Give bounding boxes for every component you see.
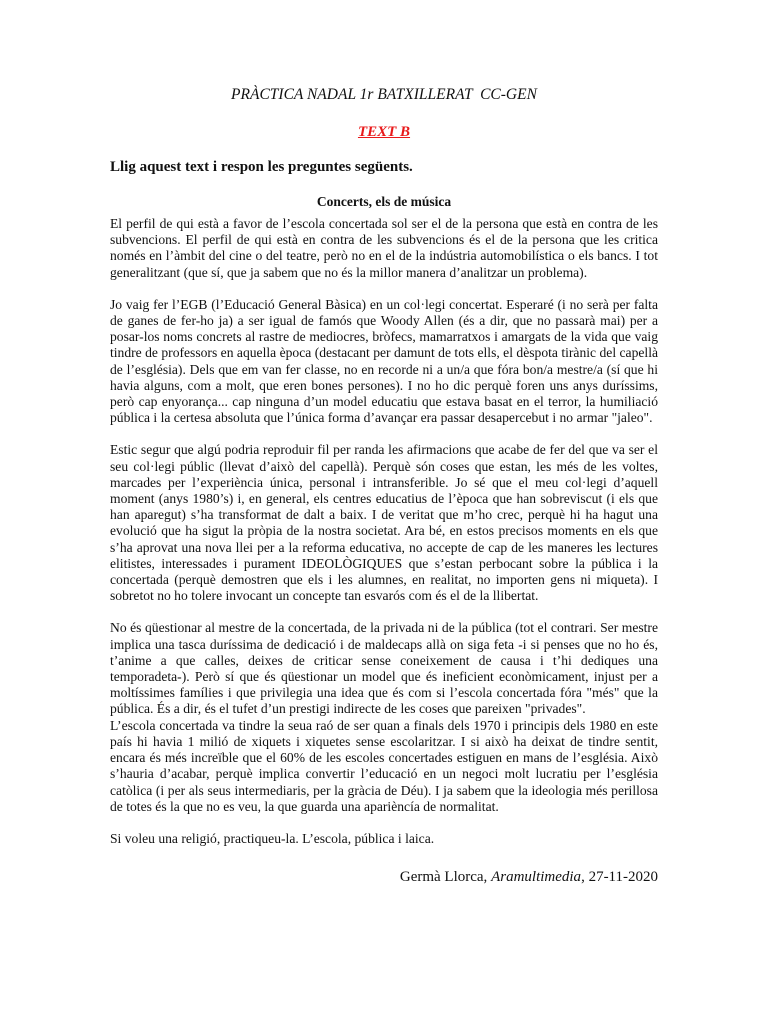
article-title: Concerts, els de música [316,194,452,209]
paragraph-6: Si voleu una religió, practiqueu-la. L’escola, pública i laica. [110,830,435,846]
paragraph-2: Jo vaig fer l’EGB (l’Educació General Bàsica) en un col·legi concertat. Esperaré (i no serà per falta de ganes de fer-ho ja) a ser igual de famós que Woody Allen (és a dir, que no passarà mai) per a posar-los noms concrets al rastre de mediocres, bròfecs, mamarratxos i amargats de la vida que vaig tindre de professors en aquella època (destacant per damunt de tots ells, el dèspota tirànic del capellà de l’església). Dels que em van fer classe, no en recorde ni a un/a que fóra bon/a mestre/a (sí que hi havia alguns, com a molt, que eren bones persones). I no ho dic perquè foren uns anys duríssims, però cap enyorança... cap ninguna d’un model educatiu que estava basat en el terror, la humiliació pública i la certesa absoluta que l’única forma d’avançar era passar desapercebut i no armar "jaleo". [110,296,658,426]
document-page [110,86,658,886]
signature-publication: Aramultimedia [491,869,582,886]
instruction: Llig aquest text i respon les preguntes següents. [110,159,413,175]
paragraph-4: No és qüestionar al mestre de la concertada, de la privada ni de la pública (tot el contrari. Ser mestre implica una tasca duríssima de dedicació i de maldecaps allà on siga feta -i si penses que no ho és, t’anime a que calles, deixes de criticar sense coneixement de causa i t’hi dediques una temporadeta-). Però sí que és qüestionar un model que és ineficient econòmicament, injust per a moltíssimes famílies i que privilegia una idea que és com si l’escola concertada fóra "més" que la pública. És a dir, és el tufet d’un prestigi indirecte de les coses que pareixen "privades". [110,620,658,717]
paragraph-5: L’escola concertada va tindre la seua raó de ser quan a finals dels 1970 i principis dels 1980 en este país hi havia 1 milió de xiquets i xiquetes sense escolaritzar. I si això ha deixat de tindre sentit, encara és més increïble que el 60% de les escoles concertades estiguen en mans de l’església. Això s’hauria d’acabar, perquè implica convertir l’educació en un negoci molt lucratiu per l’església catòlica (i per als seus intermediaris, per la gràcia de Déu). I ja sabem que la ideologia més perillosa de totes és la que no es veu, la que guarda una aparièncía de normalitat. [110,717,658,814]
signature-author: Germà Llorca, [399,869,492,886]
paragraph-3: Estic segur que algú podria reproduir fil per randa les afirmacions que acabe de fer del que va ser el seu col·legi públic (llevat d’això del capellà). Perquè són coses que estan, les més de les voltes, marcades per l’experiència única, personal i intransferible. Jo sé que el meu col·legi d’aquell moment (anys 1980’s) i, en general, els centres educatius de l’època que han sobreviscut (i els que han aparegut) s’ha transformat de dalt a baix. I de veritat que m’ho crec, perquè hi ha hagut una evolució que ha sigut la pròpia de la nostra societat. Ara bé, en estos precisos moments en els que s’ha aprovat una nova llei per a la reforma educativa, no accepte de cap de les maneres les lectures elitistes, interessades i purament IDEOLÒGIQUES que s’estan perbocant sobre la pública i la concertada (perquè demostren que els i les alumnes, en realitat, no importen gens ni miqueta). I sobretot no ho tolere invocant un concepte tan esvarós com és el de la llibertat. [110,442,658,604]
text-label: TEXT B [357,124,411,140]
signature [110,869,658,886]
page-title: PRÀCTICA NADAL 1r BATXILLERAT CC-GEN [231,86,537,103]
signature-date: , 27-11-2020 [581,869,658,886]
paragraph-1: El perfil de qui està a favor de l’escola concertada sol ser el de la persona que està en contra de les subvencions. El perfil de qui està en contra de les subvencions és el de la persona que les critica només en l’àmbit del cine o del teatre, però no en el de la indústria automobilística o els bancs. I tot generalitzant (que sí, que ja sabem que no és la millor manera d’analitzar un problema). [110,216,658,280]
